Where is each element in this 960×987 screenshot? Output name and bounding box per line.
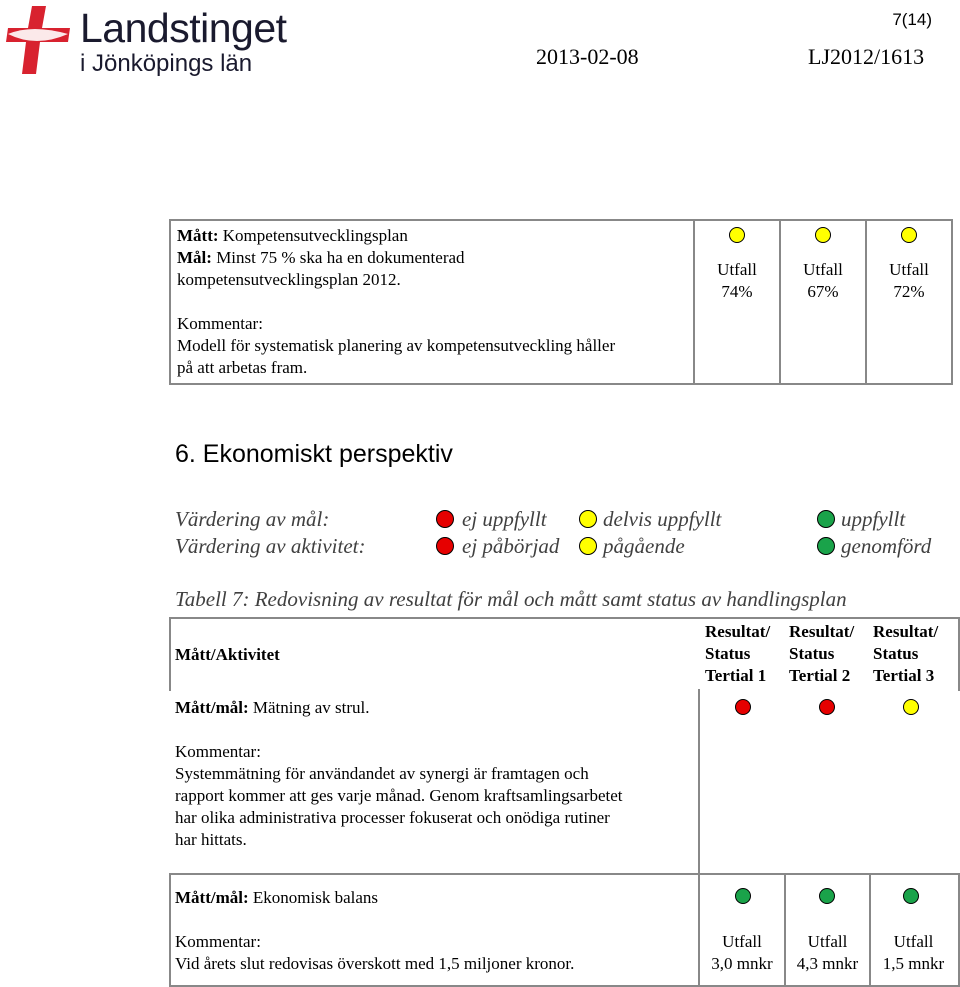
yellow-dot-icon [579, 537, 597, 555]
landstinget-logo [0, 0, 320, 80]
status-dot-green-icon [819, 888, 835, 904]
comment-label: Kommentar: [175, 932, 261, 951]
header-line: Tertial 2 [789, 666, 851, 685]
green-dot-icon [817, 510, 835, 528]
result-tertial-2 [780, 220, 866, 384]
legend-activity-red: ej påbörjad [462, 534, 560, 558]
table-caption: Tabell 7: Redovisning av resultat för mål och mått samt status av handlingsplan [175, 587, 847, 611]
header-line: Status [789, 644, 835, 663]
column-header-tertial-2 [789, 621, 854, 687]
competence-table [169, 219, 953, 385]
status-dot-yellow-icon [815, 227, 831, 243]
result-tertial-1 [700, 931, 784, 975]
legend-goal-yellow: delvis uppfyllt [603, 507, 722, 531]
red-dot-icon [436, 537, 454, 555]
result-label: Utfall [722, 932, 762, 951]
result-label: Utfall [889, 260, 929, 279]
measure-goal-value: Ekonomisk balans [252, 888, 379, 907]
comment-label: Kommentar: [175, 742, 261, 761]
measure-goal-label: Mått/mål: [175, 698, 249, 717]
legend-activity-green: genomförd [841, 534, 932, 558]
row-strul [175, 697, 705, 851]
comment-line-2: på att arbetas fram. [177, 358, 308, 377]
measure-goal-label: Mått/mål: [175, 888, 249, 907]
results-table [169, 617, 958, 987]
red-dot-icon [436, 510, 454, 528]
header-line: Resultat/ [789, 622, 855, 641]
legend-goal-green: uppfyllt [841, 507, 906, 531]
result-label: Utfall [803, 260, 843, 279]
comment-label: Kommentar: [177, 314, 263, 333]
section-title: 6. Ekonomiskt perspektiv [175, 440, 453, 468]
goal-label: Mål: [177, 248, 212, 267]
goal-line-1: Minst 75 % ska ha en dokumenterad [216, 248, 465, 267]
result-tertial-2 [786, 931, 869, 975]
comment-line-1: Vid årets slut redovisas överskott med 1,5 miljoner kronor. [175, 954, 575, 973]
legend-goal-label: Värdering av mål: [175, 507, 330, 531]
result-value: 74% [721, 282, 753, 301]
result-tertial-3 [871, 931, 956, 975]
header-line: Status [705, 644, 751, 663]
status-dot-red-icon [819, 699, 835, 715]
header-line: Tertial 3 [873, 666, 935, 685]
header-line: Resultat/ [873, 622, 939, 641]
measure-value: Kompetensutvecklingsplan [222, 226, 408, 245]
document-date: 2013-02-08 [536, 44, 639, 69]
legend-goal-red: ej uppfyllt [462, 507, 547, 531]
document-reference: LJ2012/1613 [808, 44, 925, 69]
result-value: 67% [807, 282, 839, 301]
result-label: Utfall [893, 932, 934, 951]
column-header-tertial-3 [873, 621, 938, 687]
comment-line-1: Modell för systematisk planering av kompetensutveckling håller [177, 336, 616, 355]
measure-label: Mått: [177, 226, 219, 245]
logo-subtitle: i Jönköpings län [80, 50, 253, 77]
header-line: Tertial 1 [705, 666, 767, 685]
column-divider [698, 689, 700, 875]
legend [175, 506, 935, 566]
result-label: Utfall [717, 260, 757, 279]
status-dot-green-icon [735, 888, 751, 904]
result-tertial-3 [866, 220, 952, 384]
result-value: 72% [893, 282, 925, 301]
column-header-activity: Mått/Aktivitet [175, 645, 280, 664]
column-header-tertial-1 [705, 621, 770, 687]
goal-line-2: kompetensutvecklingsplan 2012. [177, 270, 401, 289]
yellow-dot-icon [579, 510, 597, 528]
comment-line-3: har olika administrativa processer fokuserat och onödiga rutiner [175, 808, 610, 827]
comment-line-4: har hittats. [175, 830, 247, 849]
header-line: Resultat/ [705, 622, 771, 641]
status-dot-green-icon [903, 888, 919, 904]
measure-description [170, 220, 694, 384]
logo-name: Landstinget [80, 5, 287, 51]
result-value: 4,3 mnkr [796, 954, 859, 973]
legend-activity-label: Värdering av aktivitet: [175, 534, 366, 558]
cross-logo-icon [2, 4, 74, 76]
legend-activity-yellow: pågående [603, 534, 685, 558]
measure-goal-value: Mätning av strul. [252, 698, 370, 717]
comment-line-2: rapport kommer att ges varje månad. Genom kraftsamlingsarbetet [175, 786, 623, 805]
status-dot-yellow-icon [903, 699, 919, 715]
result-value: 1,5 mnkr [882, 954, 945, 973]
page-number: 7(14) [892, 10, 932, 29]
status-dot-red-icon [735, 699, 751, 715]
result-tertial-1 [694, 220, 780, 384]
status-dot-yellow-icon [901, 227, 917, 243]
result-label: Utfall [807, 932, 848, 951]
header-line: Status [873, 644, 919, 663]
status-dot-yellow-icon [729, 227, 745, 243]
green-dot-icon [817, 537, 835, 555]
result-value: 3,0 mnkr [711, 954, 773, 973]
comment-line-1: Systemmätning för användandet av synergi är framtagen och [175, 764, 589, 783]
